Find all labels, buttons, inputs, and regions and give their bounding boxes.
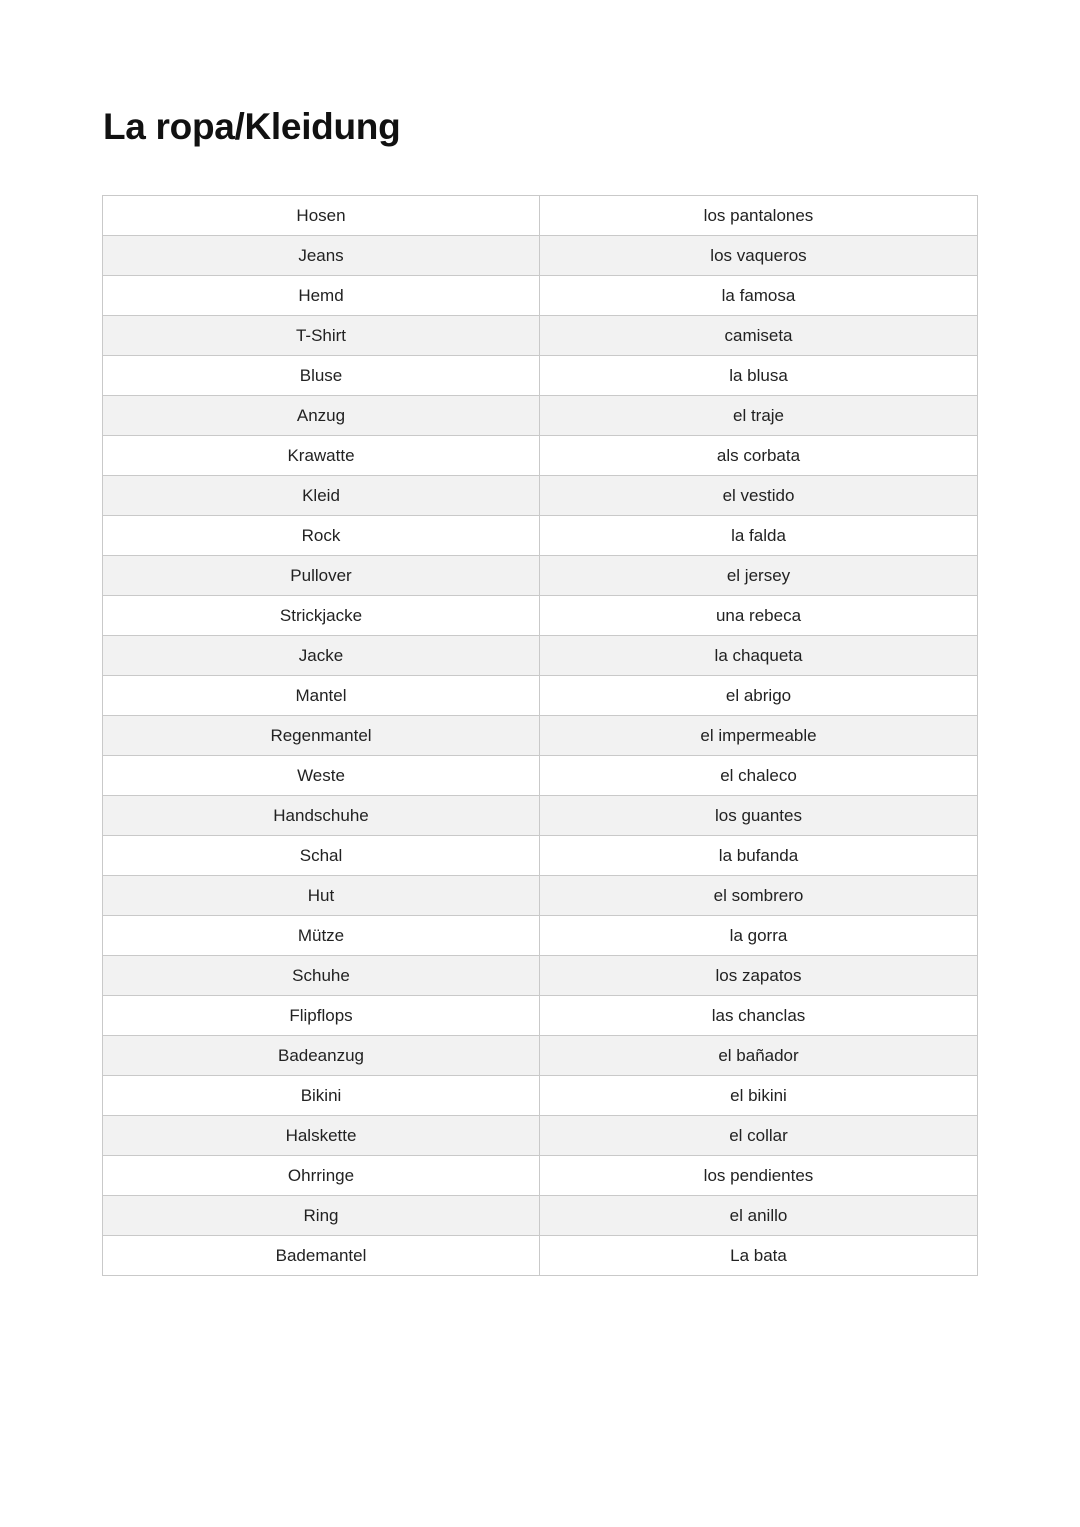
table-row <box>103 236 978 276</box>
spanish-word-cell: el abrigo <box>540 676 978 716</box>
german-word-cell: Ohrringe <box>103 1156 540 1196</box>
table-row <box>103 1036 978 1076</box>
spanish-word-cell: la blusa <box>540 356 978 396</box>
spanish-word-cell: los vaqueros <box>540 236 978 276</box>
table-row <box>103 916 978 956</box>
german-word-cell: Weste <box>103 756 540 796</box>
table-row <box>103 956 978 996</box>
table-row <box>103 516 978 556</box>
table-row <box>103 1196 978 1236</box>
table-row <box>103 756 978 796</box>
table-row <box>103 796 978 836</box>
german-word-cell: Mantel <box>103 676 540 716</box>
spanish-word-cell: el bikini <box>540 1076 978 1116</box>
german-word-cell: Ring <box>103 1196 540 1236</box>
spanish-word-cell: el impermeable <box>540 716 978 756</box>
spanish-word-cell: la falda <box>540 516 978 556</box>
table-row <box>103 1116 978 1156</box>
spanish-word-cell: los guantes <box>540 796 978 836</box>
spanish-word-cell: las chanclas <box>540 996 978 1036</box>
german-word-cell: Regenmantel <box>103 716 540 756</box>
german-word-cell: Flipflops <box>103 996 540 1036</box>
spanish-word-cell: el bañador <box>540 1036 978 1076</box>
table-row <box>103 1236 978 1276</box>
german-word-cell: Anzug <box>103 396 540 436</box>
spanish-word-cell: los pendientes <box>540 1156 978 1196</box>
spanish-word-cell: la gorra <box>540 916 978 956</box>
spanish-word-cell: el collar <box>540 1116 978 1156</box>
table-row <box>103 196 978 236</box>
spanish-word-cell: el traje <box>540 396 978 436</box>
spanish-word-cell: los pantalones <box>540 196 978 236</box>
spanish-word-cell: La bata <box>540 1236 978 1276</box>
spanish-word-cell: una rebeca <box>540 596 978 636</box>
german-word-cell: Handschuhe <box>103 796 540 836</box>
vocabulary-table <box>102 195 978 1276</box>
spanish-word-cell: los zapatos <box>540 956 978 996</box>
spanish-word-cell: el chaleco <box>540 756 978 796</box>
table-row <box>103 876 978 916</box>
table-row <box>103 356 978 396</box>
table-row <box>103 636 978 676</box>
german-word-cell: Strickjacke <box>103 596 540 636</box>
table-row <box>103 996 978 1036</box>
german-word-cell: Bikini <box>103 1076 540 1116</box>
german-word-cell: Jeans <box>103 236 540 276</box>
table-row <box>103 396 978 436</box>
table-row <box>103 716 978 756</box>
spanish-word-cell: la chaqueta <box>540 636 978 676</box>
german-word-cell: Hemd <box>103 276 540 316</box>
german-word-cell: Bluse <box>103 356 540 396</box>
german-word-cell: Schal <box>103 836 540 876</box>
spanish-word-cell: el vestido <box>540 476 978 516</box>
table-row <box>103 276 978 316</box>
german-word-cell: Schuhe <box>103 956 540 996</box>
german-word-cell: Jacke <box>103 636 540 676</box>
german-word-cell: Pullover <box>103 556 540 596</box>
german-word-cell: Bademantel <box>103 1236 540 1276</box>
german-word-cell: Hosen <box>103 196 540 236</box>
table-row <box>103 836 978 876</box>
german-word-cell: T-Shirt <box>103 316 540 356</box>
spanish-word-cell: la famosa <box>540 276 978 316</box>
vocabulary-table-body <box>103 196 978 1276</box>
german-word-cell: Halskette <box>103 1116 540 1156</box>
table-row <box>103 436 978 476</box>
spanish-word-cell: camiseta <box>540 316 978 356</box>
spanish-word-cell: la bufanda <box>540 836 978 876</box>
spanish-word-cell: el anillo <box>540 1196 978 1236</box>
table-row <box>103 1156 978 1196</box>
german-word-cell: Badeanzug <box>103 1036 540 1076</box>
table-row <box>103 476 978 516</box>
german-word-cell: Krawatte <box>103 436 540 476</box>
german-word-cell: Hut <box>103 876 540 916</box>
german-word-cell: Mütze <box>103 916 540 956</box>
spanish-word-cell: el sombrero <box>540 876 978 916</box>
spanish-word-cell: als corbata <box>540 436 978 476</box>
german-word-cell: Rock <box>103 516 540 556</box>
table-row <box>103 316 978 356</box>
table-row <box>103 1076 978 1116</box>
spanish-word-cell: el jersey <box>540 556 978 596</box>
table-row <box>103 556 978 596</box>
page-title: La ropa/Kleidung <box>103 106 401 147</box>
german-word-cell: Kleid <box>103 476 540 516</box>
table-row <box>103 676 978 716</box>
table-row <box>103 596 978 636</box>
